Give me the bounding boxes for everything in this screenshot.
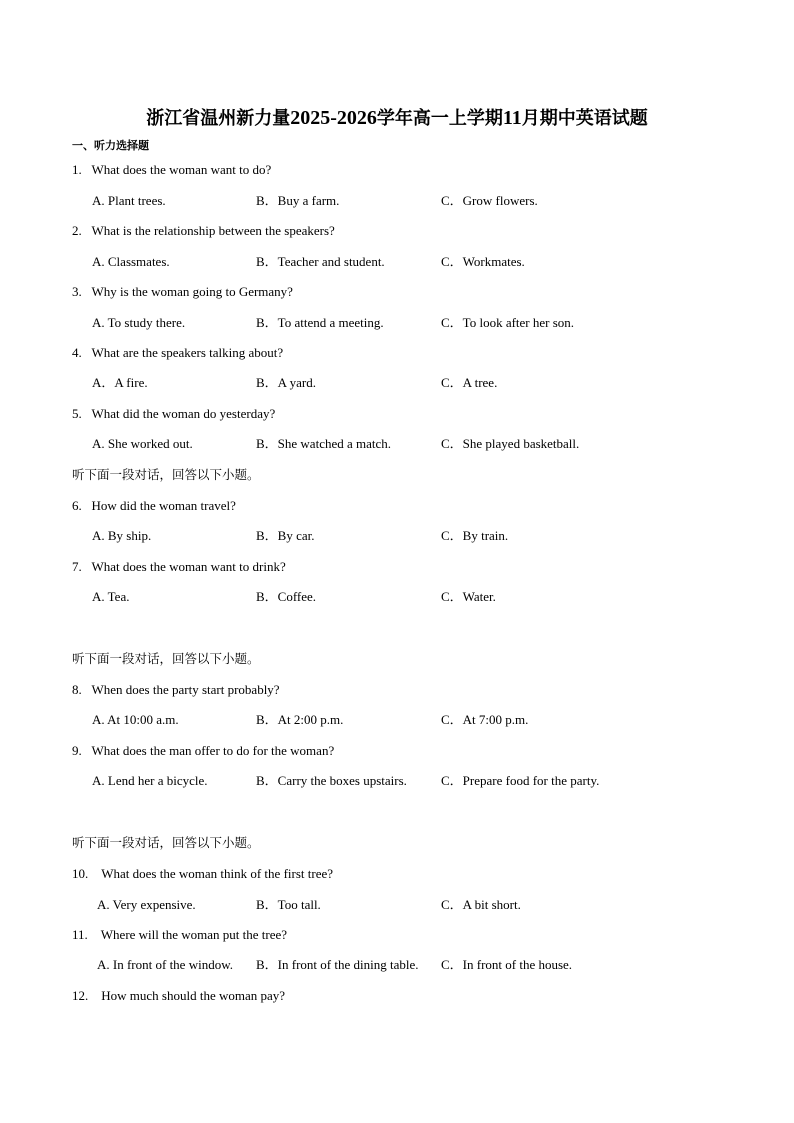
question-number: 12. [72, 988, 89, 1003]
question-number: 5. [72, 406, 82, 421]
option-b: B．Too tall. [256, 897, 321, 912]
question-6 [72, 498, 236, 514]
question-2 [72, 223, 335, 239]
question-number: 3. [72, 284, 82, 299]
option-b: B．By car. [256, 528, 315, 543]
question-1 [72, 162, 271, 178]
option-c: C．Prepare food for the party. [441, 773, 600, 788]
question-10 [72, 866, 333, 882]
option-a: A. Plant trees. [92, 193, 166, 208]
option-b: B．To attend a meeting. [256, 315, 384, 330]
question-7 [72, 559, 286, 575]
option-b: B．In front of the dining table. [256, 957, 419, 972]
option-b: B．A yard. [256, 375, 316, 390]
question-number: 1. [72, 162, 82, 177]
option-a: A. She worked out. [92, 436, 193, 451]
title-part3: 月期中英语试题 [521, 108, 648, 129]
question-text: What are the speakers talking about? [91, 345, 284, 360]
question-text: What does the woman want to do? [91, 162, 272, 177]
option-a: A. Lend her a bicycle. [92, 773, 208, 788]
option-c: C．She played basketball. [441, 436, 580, 451]
option-c: C．To look after her son. [441, 315, 575, 330]
question-text: How did the woman travel? [91, 498, 236, 513]
question-number: 6. [72, 498, 82, 513]
question-text: Why is the woman going to Germany? [91, 284, 293, 299]
option-c: C．In front of the house. [441, 957, 573, 972]
title-month: 11 [502, 107, 522, 129]
question-number: 9. [72, 743, 82, 758]
instruction-1: 听下面一段对话，回答以下小题。 [72, 467, 260, 482]
question-8 [72, 682, 280, 698]
option-a: A．A fire. [92, 375, 148, 390]
option-c: C．Water. [441, 589, 496, 604]
question-text: Where will the woman put the tree? [100, 927, 288, 942]
question-text: When does the party start probably? [91, 682, 280, 697]
option-c: C．By train. [441, 528, 509, 543]
option-b: B．She watched a match. [256, 436, 392, 451]
question-number: 7. [72, 559, 82, 574]
option-b: B．At 2:00 p.m. [256, 712, 344, 727]
page-title [0, 104, 794, 130]
option-b: B．Buy a farm. [256, 193, 340, 208]
option-c: C．At 7:00 p.m. [441, 712, 529, 727]
option-b: B．Teacher and student. [256, 254, 385, 269]
option-a: A. Tea. [92, 589, 130, 604]
question-text: What does the man offer to do for the woman? [91, 743, 335, 758]
question-number: 2. [72, 223, 82, 238]
question-5 [72, 406, 275, 422]
question-3 [72, 284, 293, 300]
option-a: A. Classmates. [92, 254, 170, 269]
question-number: 10. [72, 866, 89, 881]
question-4 [72, 345, 283, 361]
section-heading: 一、听力选择题 [72, 139, 149, 152]
question-9 [72, 743, 334, 759]
question-text: What does the woman think of the first tree? [101, 866, 334, 881]
question-number: 11. [72, 927, 88, 942]
title-part1: 浙江省温州新力量 [146, 108, 291, 129]
option-c: C．A tree. [441, 375, 498, 390]
instruction-3: 听下面一段对话，回答以下小题。 [72, 835, 260, 850]
option-c: C．A bit short. [441, 897, 521, 912]
option-a: A. To study there. [92, 315, 186, 330]
question-11 [72, 927, 287, 943]
question-12 [72, 988, 285, 1004]
option-b: B．Coffee. [256, 589, 317, 604]
question-number: 4. [72, 345, 82, 360]
option-c: C．Grow flowers. [441, 193, 538, 208]
option-a: A. Very expensive. [97, 897, 196, 912]
option-b: B．Carry the boxes upstairs. [256, 773, 407, 788]
title-part2: 学年高一上学期 [376, 108, 503, 129]
option-a: A. In front of the window. [97, 957, 233, 972]
question-text: How much should the woman pay? [101, 988, 286, 1003]
option-a: A. By ship. [92, 528, 152, 543]
option-c: C．Workmates. [441, 254, 525, 269]
title-years: 2025-2026 [290, 107, 377, 129]
question-text: What did the woman do yesterday? [91, 406, 276, 421]
instruction-2: 听下面一段对话，回答以下小题。 [72, 651, 260, 666]
question-text: What is the relationship between the speakers? [91, 223, 335, 238]
option-a: A. At 10:00 a.m. [92, 712, 179, 727]
question-number: 8. [72, 682, 82, 697]
question-text: What does the woman want to drink? [91, 559, 286, 574]
